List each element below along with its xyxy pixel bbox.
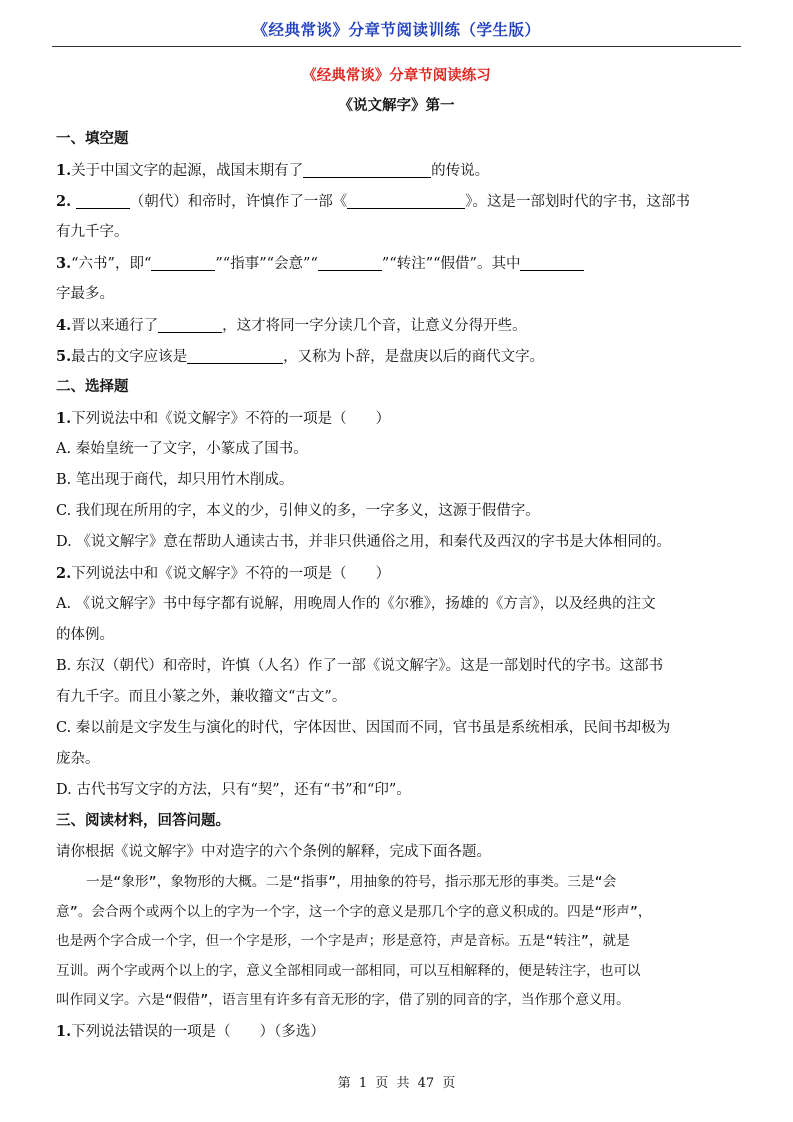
question-stem: 下列说法错误的一项是（ ）（多选）: [71, 1023, 325, 1040]
question-number: 1.: [56, 410, 72, 427]
fill-question-3: [56, 248, 738, 279]
question-text: （朝代）和帝时，许慎作了一部《: [129, 194, 348, 210]
choice-option-b[interactable]: B. 笔出现于商代，却只用竹木削成。: [56, 472, 294, 488]
question-text: 晋以来通行了: [71, 318, 159, 334]
fill-question-3-cont: [56, 279, 738, 310]
fill-question-4: [56, 310, 738, 341]
answer-blank[interactable]: [76, 190, 130, 209]
choice-option-b[interactable]: B. 东汉（朝代）和帝时，许慎（人名）作了一部《说文解字》。这是一部划时代的字书。这部书: [56, 658, 664, 674]
question-text: 有九千字。: [56, 224, 129, 240]
section-heading-reading: 三、阅读材料，回答问题。: [56, 813, 230, 829]
page-title: 《经典常谈》分章节阅读练习: [302, 68, 491, 84]
question-text: ，又称为卜辞，是盘庚以后的商代文字。: [283, 349, 545, 365]
reading-instructions: 请你根据《说文解字》中对造字的六个条例的解释，完成下面各题。: [56, 844, 491, 860]
passage-line: 也是两个字合成一个字，但一个字是形，一个字是声；形是意符，声是音标。五是“转注”，就是: [56, 933, 630, 950]
section-heading-choice: 二、选择题: [56, 379, 129, 395]
passage-line: 叫作同义字。六是“假借”，语言里有许多有音无形的字，借了别的同音的字，当作那个意义用。: [56, 992, 630, 1009]
question-text: 关于中国文字的起源，战国末期有了: [71, 163, 304, 179]
passage-line: 意”。会合两个或两个以上的字为一个字，这一个字的意义是那几个字的意义积成的。四是“形声”，: [56, 903, 652, 920]
answer-blank[interactable]: [158, 314, 222, 333]
question-number: 2.: [56, 193, 72, 210]
reading-passage: [56, 868, 738, 1016]
question-stem: 下列说法中和《说文解字》不符的一项是（ ）: [71, 566, 391, 582]
question-number: 3.: [56, 255, 72, 272]
question-text: ”“指事”“会意”“: [215, 256, 318, 272]
passage-line: 互训。两个字或两个以上的字，意义全部相同或一部相同，可以互相解释的，便是转注字，也可以: [56, 962, 641, 979]
passage-line: 一是“象形”，象物形的大概。二是“指事”，用抽象的符号，指示那无形的事类。三是“会: [86, 874, 617, 890]
answer-blank[interactable]: [347, 190, 465, 209]
question-text: ”“转注”“假借”。其中: [381, 256, 521, 272]
choice-option-a[interactable]: A. 秦始皇统一了文字，小篆成了国书。: [56, 441, 308, 457]
choice-option-d[interactable]: D. 《说文解字》意在帮助人通读古书，并非只供通俗之用，和秦代及西汉的字书是大体相同的。: [56, 534, 671, 550]
question-text: 》。这是一部划时代的字书，这部书: [465, 194, 690, 210]
footer-text: 共: [396, 1076, 410, 1091]
question-stem: 下列说法中和《说文解字》不符的一项是（ ）: [71, 411, 391, 427]
answer-blank[interactable]: [303, 159, 431, 178]
choice-option-c[interactable]: C. 我们现在所用的字，本义的少，引伸义的多，一字多义，这源于假借字。: [56, 503, 540, 519]
choice-option-c-cont: 庞杂。: [56, 751, 100, 767]
document-header: 《经典常谈》分章节阅读训练（学生版）: [252, 21, 541, 39]
footer-text: 第: [337, 1076, 351, 1091]
fill-question-1: [56, 155, 738, 186]
answer-blank[interactable]: [187, 345, 283, 364]
fill-question-2: [56, 186, 738, 217]
page-number: 1: [358, 1076, 368, 1091]
answer-blank[interactable]: [520, 252, 584, 271]
page-footer: [52, 1072, 741, 1091]
section-heading-fill: 一、填空题: [56, 131, 129, 147]
fill-question-5: [56, 341, 738, 372]
question-text: 的传说。: [431, 163, 490, 179]
choice-option-b-cont: 有九千字。而且小篆之外，兼收籀文“古文”。: [56, 689, 347, 705]
choice-question-1: [56, 403, 738, 434]
choice-option-a-cont: 的体例。: [56, 627, 114, 643]
choice-option-c[interactable]: C. 秦以前是文字发生与演化的时代，字体因世、因国而不同，官书虽是系统相承，民间书却极为: [56, 720, 671, 736]
question-text: 最古的文字应该是: [71, 349, 188, 365]
choice-question-2: [56, 558, 738, 589]
total-pages: 47: [417, 1076, 435, 1091]
reading-question-1: [56, 1016, 738, 1047]
question-number: 2.: [56, 565, 72, 582]
document-body: [56, 124, 738, 1047]
question-number: 4.: [56, 317, 72, 334]
choice-option-a[interactable]: A. 《说文解字》书中每字都有说解，用晚周人作的《尔雅》，扬雄的《方言》，以及经典的注文: [56, 596, 656, 612]
choice-option-d[interactable]: D. 古代书写文字的方法，只有“契”，还有“书”和“印”。: [56, 782, 411, 798]
question-number: 5.: [56, 348, 72, 365]
chapter-title: 《说文解字》第一: [338, 98, 455, 114]
footer-text: 页: [375, 1076, 389, 1091]
question-text: “六书”，即“: [71, 256, 152, 272]
fill-question-2-cont: [56, 217, 738, 248]
answer-blank[interactable]: [151, 252, 215, 271]
header-divider: [52, 46, 741, 47]
footer-text: 页: [442, 1076, 456, 1091]
question-number: 1.: [56, 1022, 72, 1040]
question-number: 1.: [56, 162, 72, 179]
question-text: 字最多。: [56, 286, 114, 302]
question-text: ，这才将同一字分读几个音，让意义分得开些。: [222, 318, 527, 334]
answer-blank[interactable]: [318, 252, 382, 271]
